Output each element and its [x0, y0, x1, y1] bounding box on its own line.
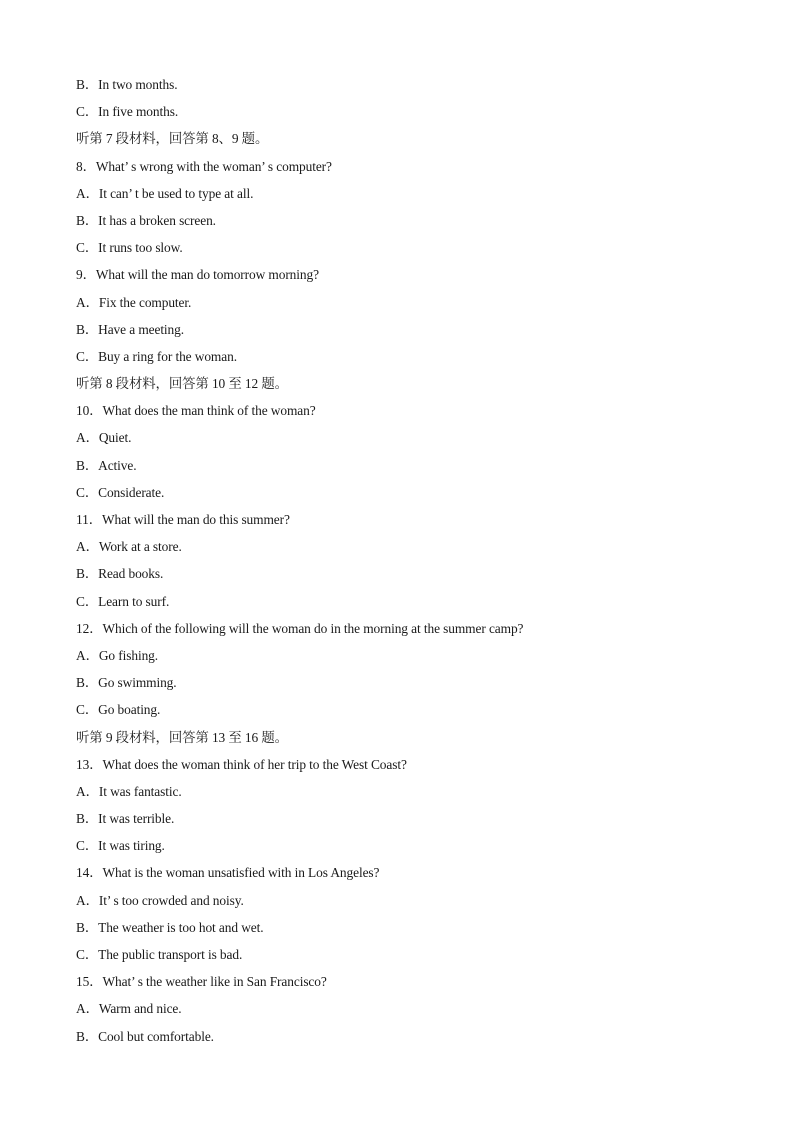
section-heading: 听第 8 段材料，回答第 10 至 12 题。	[76, 376, 288, 392]
section-heading: 听第 7 段材料，回答第 8、9 题。	[76, 131, 269, 147]
option-line: A．Fix the computer.	[76, 294, 192, 310]
option-line: B．In two months.	[76, 77, 178, 92]
option-line: A．It’ s too crowded and noisy.	[76, 892, 244, 908]
question-line: 10．What does the man think of the woman?	[76, 403, 316, 419]
option-line: B．Cool but comfortable.	[76, 1028, 214, 1044]
option-line: A．Go fishing.	[76, 647, 159, 663]
option-line: B．It was terrible.	[76, 811, 175, 827]
question-line: 15．What’ s the weather like in San Francisco?	[76, 974, 327, 990]
section-heading: 听第 9 段材料，回答第 13 至 16 题。	[76, 729, 288, 745]
option-line: B．Go swimming.	[76, 675, 177, 691]
question-line: 11．What will the man do this summer?	[76, 512, 290, 527]
option-line: A．It can’ t be used to type at all.	[76, 185, 254, 201]
option-line: C．It was tiring.	[76, 838, 165, 854]
option-line: C．It runs too slow.	[76, 240, 183, 256]
question-line: 8．What’ s wrong with the woman’ s computer?	[76, 158, 332, 174]
option-line: C．In five months.	[76, 104, 179, 120]
option-line: B．Active.	[76, 457, 137, 473]
option-line: A．Quiet.	[76, 430, 132, 446]
option-line: C．Buy a ring for the woman.	[76, 348, 237, 364]
option-line: C．Learn to surf.	[76, 593, 170, 609]
question-list	[76, 75, 736, 1054]
option-line: B．Read books.	[76, 566, 164, 582]
question-line: 13．What does the woman think of her trip to the West Coast?	[76, 756, 407, 772]
option-line: A．Work at a store.	[76, 539, 182, 555]
option-line: A．Warm and nice.	[76, 1001, 182, 1017]
option-line: B．Have a meeting.	[76, 321, 184, 337]
question-line: 9．What will the man do tomorrow morning?	[76, 267, 319, 283]
question-line: 12．Which of the following will the woman do in the morning at the summer camp?	[76, 620, 524, 636]
option-line: C．The public transport is bad.	[76, 947, 243, 962]
option-line: B．The weather is too hot and wet.	[76, 919, 264, 935]
option-line: A．It was fantastic.	[76, 783, 182, 799]
option-line: C．Go boating.	[76, 702, 161, 718]
option-line: C．Considerate.	[76, 484, 165, 500]
question-line: 14．What is the woman unsatisfied with in Los Angeles?	[76, 865, 380, 881]
option-line: B．It has a broken screen.	[76, 212, 216, 228]
